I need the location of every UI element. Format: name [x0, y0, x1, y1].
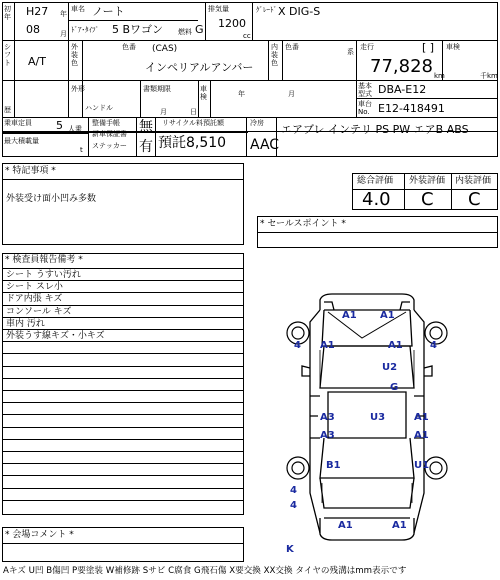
inspector-note-item: 外装うす線キズ・小キズ	[6, 331, 105, 341]
venue-comment-box	[2, 527, 244, 562]
vi-month-label: 月	[288, 90, 295, 98]
damage-mark: A1	[320, 340, 335, 351]
ruled-line	[3, 414, 243, 415]
int-color-label: 内装色	[271, 43, 278, 67]
doc-label: 書類期限	[143, 85, 171, 93]
maint-label: 整備手帳	[92, 119, 120, 127]
inspector-notes-box	[2, 253, 244, 515]
int-color-suffix: 系	[347, 48, 354, 56]
sticker-value: 有	[139, 139, 153, 155]
special-notes-title: * 特記事項 *	[5, 166, 56, 176]
ruled-line	[3, 475, 243, 476]
ruled-line	[3, 463, 243, 464]
capacity-unit: 人乗	[68, 125, 82, 133]
displacement: 1200	[218, 17, 246, 30]
total-score: 4.0	[362, 189, 391, 210]
equipment: エアブレ インテリ PS PW エアB ABS	[281, 123, 469, 136]
special-notes-box	[2, 163, 244, 245]
damage-mark: U2	[382, 362, 398, 373]
inspection-label: 車検	[446, 43, 460, 51]
int-color-code-label: 色番	[285, 43, 299, 51]
door-type: 5 Bワゴン	[112, 23, 164, 36]
color-code-label: 色番	[122, 43, 136, 51]
cc-unit: cc	[243, 32, 251, 40]
damage-mark: A1	[338, 520, 353, 531]
displacement-label: 排気量	[208, 5, 229, 13]
color-code: (CAS)	[152, 44, 178, 54]
inspector-note-item: ドア内張 キズ	[6, 294, 63, 305]
recycle: 預託8,510	[158, 135, 227, 151]
grade-label: ｸﾞﾚｰﾄﾞ	[256, 6, 277, 14]
damage-mark: A1	[414, 430, 429, 441]
damage-mark: U3	[370, 412, 386, 423]
chassis-label: 車台No.	[358, 100, 372, 116]
vehicle-inspect-label: 車検	[200, 85, 207, 101]
inspector-notes-title: * 検査員報告備考 *	[5, 255, 83, 265]
first-reg-year: H27	[26, 5, 49, 18]
ruled-line	[3, 488, 243, 489]
maint-value: 無	[139, 119, 153, 135]
damage-mark: 4	[294, 340, 301, 351]
ext-color-label: 外装色	[71, 43, 78, 67]
grade: X DIG-S	[278, 5, 321, 18]
car-name: ノート	[92, 5, 125, 18]
damage-mark: A1	[392, 520, 407, 531]
venue-comment-title: * 会場コメント *	[5, 530, 74, 540]
year-unit: 年	[60, 10, 67, 18]
vi-year-label: 年	[238, 90, 245, 98]
damage-mark: 4	[430, 340, 437, 351]
inspector-note-item: シート うすい汚れ	[6, 270, 81, 280]
ruled-line	[3, 402, 243, 403]
damage-mark: U1	[414, 460, 430, 471]
aircon-label: 冷房	[250, 119, 264, 127]
damage-mark: 4	[290, 485, 297, 496]
first-reg-month: 08	[26, 23, 40, 36]
chassis: E12-418491	[378, 102, 445, 115]
handle-label: ハンドル	[85, 104, 113, 112]
ruled-line	[3, 439, 243, 440]
car-diagram	[262, 288, 462, 558]
inspector-note-item: 車内 汚れ	[6, 318, 45, 329]
capacity-label: 乗車定員	[4, 119, 32, 127]
warranty-label: 新車保証書	[92, 130, 127, 138]
door-type-label: ﾄﾞｱ･ﾀｲﾌﾟ	[71, 26, 99, 34]
model: DBA-E12	[378, 83, 427, 96]
shape-label: 外形	[71, 85, 85, 93]
int-score-label: 内装評価	[455, 176, 492, 186]
aircon: AAC	[250, 137, 280, 153]
fuel: G	[195, 23, 204, 36]
ruled-line	[3, 378, 243, 379]
damage-mark: A1	[388, 340, 403, 351]
damage-mark: A3	[320, 430, 335, 441]
damage-mark: A1	[380, 310, 395, 321]
car-name-label: 車名	[71, 5, 85, 13]
ext-score-label: 外装評価	[409, 176, 446, 186]
doc-day-label: 日	[190, 108, 197, 116]
damage-mark: G	[390, 382, 399, 393]
loadcap-unit: t	[80, 146, 83, 154]
color-name: インペリアルアンバー	[145, 61, 254, 74]
shift-label: シフト	[4, 43, 11, 67]
ruled-line	[3, 451, 243, 452]
damage-mark: A3	[320, 412, 335, 423]
total-score-label: 総合評価	[357, 176, 394, 186]
damage-mark: A1	[414, 412, 429, 423]
legend: Aキズ U凹 B傷凹 P要塗装 W補修跡 Sサビ C腐食 G飛石傷 X要交換 XX交換 タイヤの残溝はmm表示です	[3, 566, 407, 576]
doc-month-label: 月	[160, 108, 167, 116]
ruled-line	[3, 366, 243, 367]
int-score: C	[468, 189, 481, 210]
first-reg-label: 初年	[4, 5, 11, 21]
mileage-label: 走行	[360, 43, 374, 51]
ext-score: C	[421, 189, 434, 210]
inspector-note-item: シート スレ小	[6, 282, 63, 293]
mileage: 77,828	[370, 56, 433, 77]
damage-mark: A1	[342, 310, 357, 321]
sales-point-title: * セールスポイント *	[260, 219, 346, 229]
month-unit: 月	[60, 30, 67, 38]
sticker-label: ステッカー	[92, 142, 127, 150]
fuel-label: 燃料	[178, 28, 192, 36]
damage-mark: B1	[326, 460, 341, 471]
damage-mark: 4	[290, 500, 297, 511]
mileage-bracket: [ ]	[422, 41, 435, 54]
special-notes-text: 外装受け面小凹み多数	[6, 194, 97, 204]
damage-mark: K	[286, 544, 294, 555]
loadcap-label: 最大積載量	[4, 137, 39, 145]
sales-point-box	[257, 216, 498, 248]
ruled-line	[3, 353, 243, 354]
model-label: 基本型式	[358, 82, 372, 98]
ruled-line	[3, 427, 243, 428]
inspection-unit: 千km	[480, 72, 498, 80]
km-unit: km	[434, 72, 445, 80]
ruled-line	[3, 500, 243, 501]
ruled-line	[3, 390, 243, 391]
recycle-label: リサイクル料預託額	[162, 119, 225, 127]
capacity: 5	[56, 119, 63, 132]
shift: A/T	[28, 55, 46, 68]
history-label: 歴	[4, 106, 11, 114]
inspector-note-item: コンソール キズ	[6, 306, 72, 317]
